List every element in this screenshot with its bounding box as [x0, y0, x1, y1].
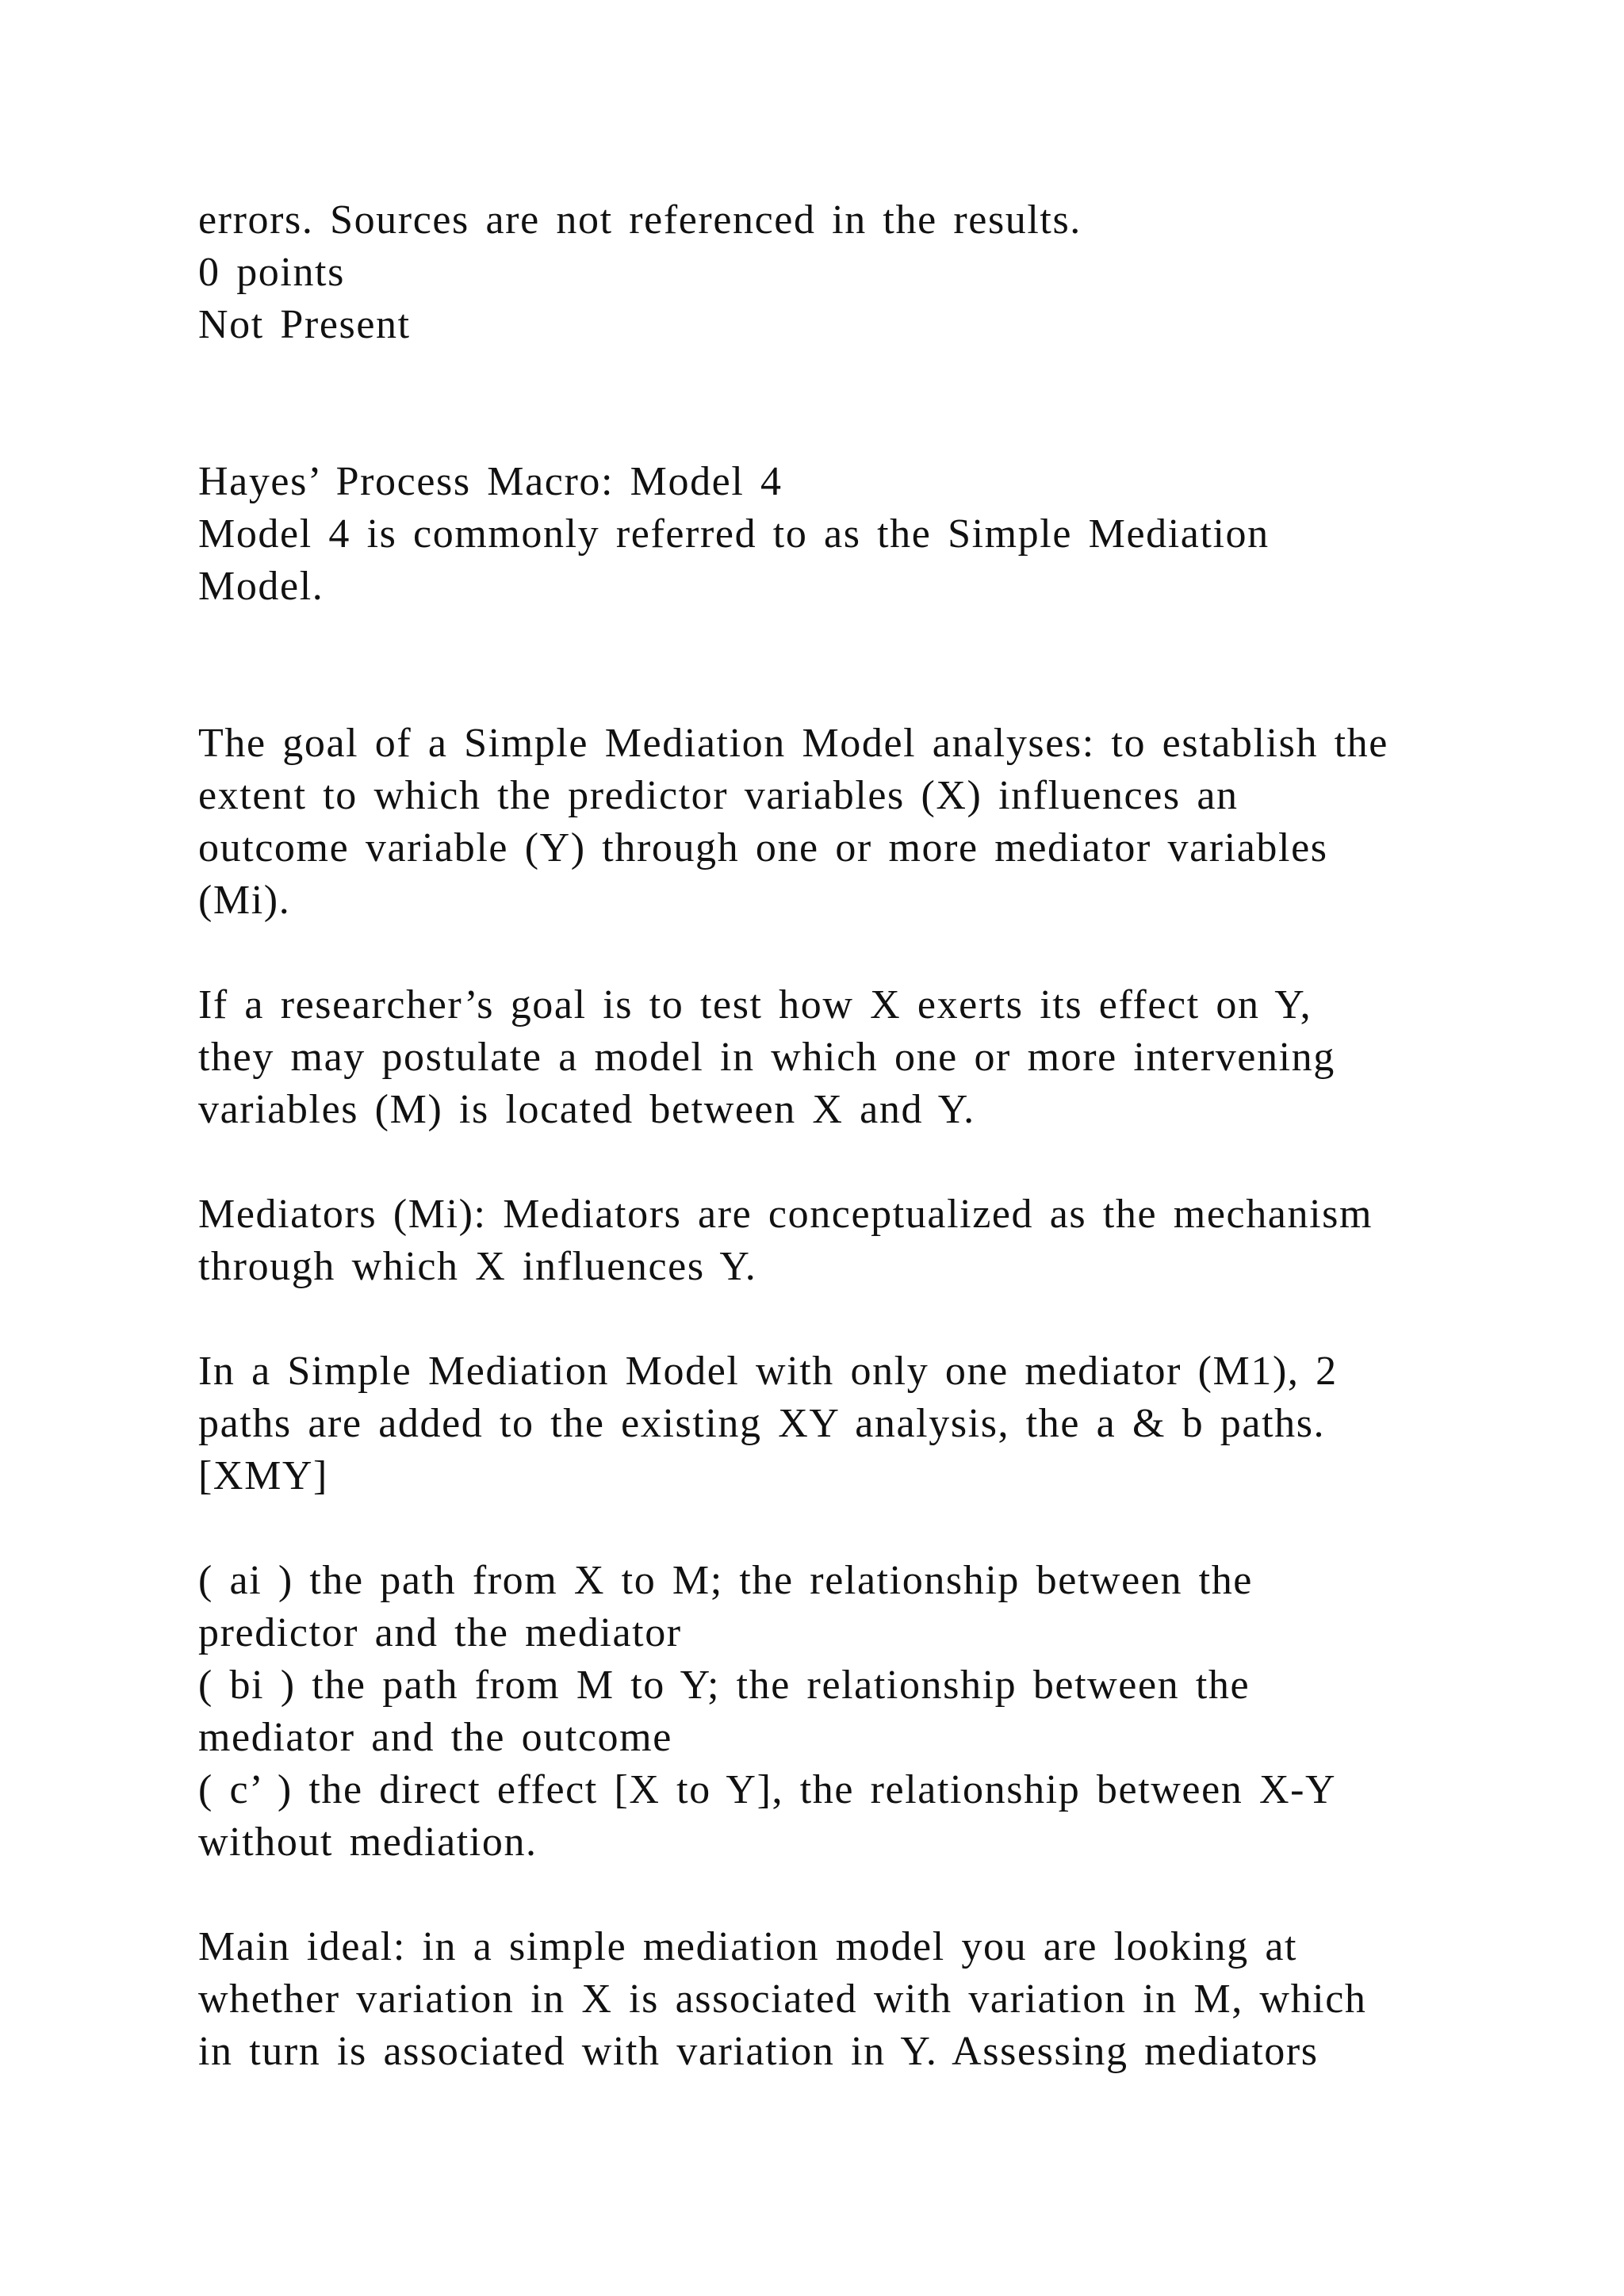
text-line: ( bi ) the path from M to Y; the relationship between the [198, 1663, 1251, 1708]
text-line: variables (M) is located between X and Y. [198, 1087, 975, 1132]
text-line: Not Present [198, 302, 411, 347]
text-line: whether variation in X is associated with variation in M, which [198, 1976, 1367, 2022]
section-heading: Hayes’ Process Macro: Model 4 [198, 459, 783, 504]
text-line: In a Simple Mediation Model with only one mediator (M1), 2 [198, 1349, 1338, 1394]
text-line: ( ai ) the path from X to M; the relationship between the [198, 1558, 1253, 1603]
text-line: 0 points [198, 250, 345, 295]
text-line: Model 4 is commonly referred to as the Simple Mediation [198, 511, 1270, 557]
text-line: predictor and the mediator [198, 1610, 682, 1655]
text-line: errors. Sources are not referenced in the results. [198, 197, 1082, 243]
text-line: If a researcher’s goal is to test how X exerts its effect on Y, [198, 982, 1312, 1027]
text-line: Mediators (Mi): Mediators are conceptualized as the mechanism [198, 1192, 1373, 1237]
text-line: without mediation. [198, 1820, 538, 1865]
text-line: paths are added to the existing XY analysis, the a & b paths. [198, 1401, 1326, 1446]
text-line: mediator and the outcome [198, 1715, 672, 1760]
text-line: (Mi). [198, 878, 291, 923]
text-line: outcome variable (Y) through one or more mediator variables [198, 825, 1328, 871]
text-line: Model. [198, 564, 324, 609]
text-line: through which X influences Y. [198, 1244, 757, 1289]
text-line: they may postulate a model in which one or more intervening [198, 1035, 1335, 1080]
text-line: in turn is associated with variation in Y. Assessing mediators [198, 2029, 1319, 2074]
text-line: ( c’ ) the direct effect [X to Y], the relationship between X-Y [198, 1767, 1337, 1812]
text-line: The goal of a Simple Mediation Model analyses: to establish the [198, 721, 1388, 766]
text-line: Main ideal: in a simple mediation model you are looking at [198, 1924, 1298, 1969]
text-line: [XMY] [198, 1453, 328, 1498]
text-line: extent to which the predictor variables (X) influences an [198, 773, 1239, 818]
